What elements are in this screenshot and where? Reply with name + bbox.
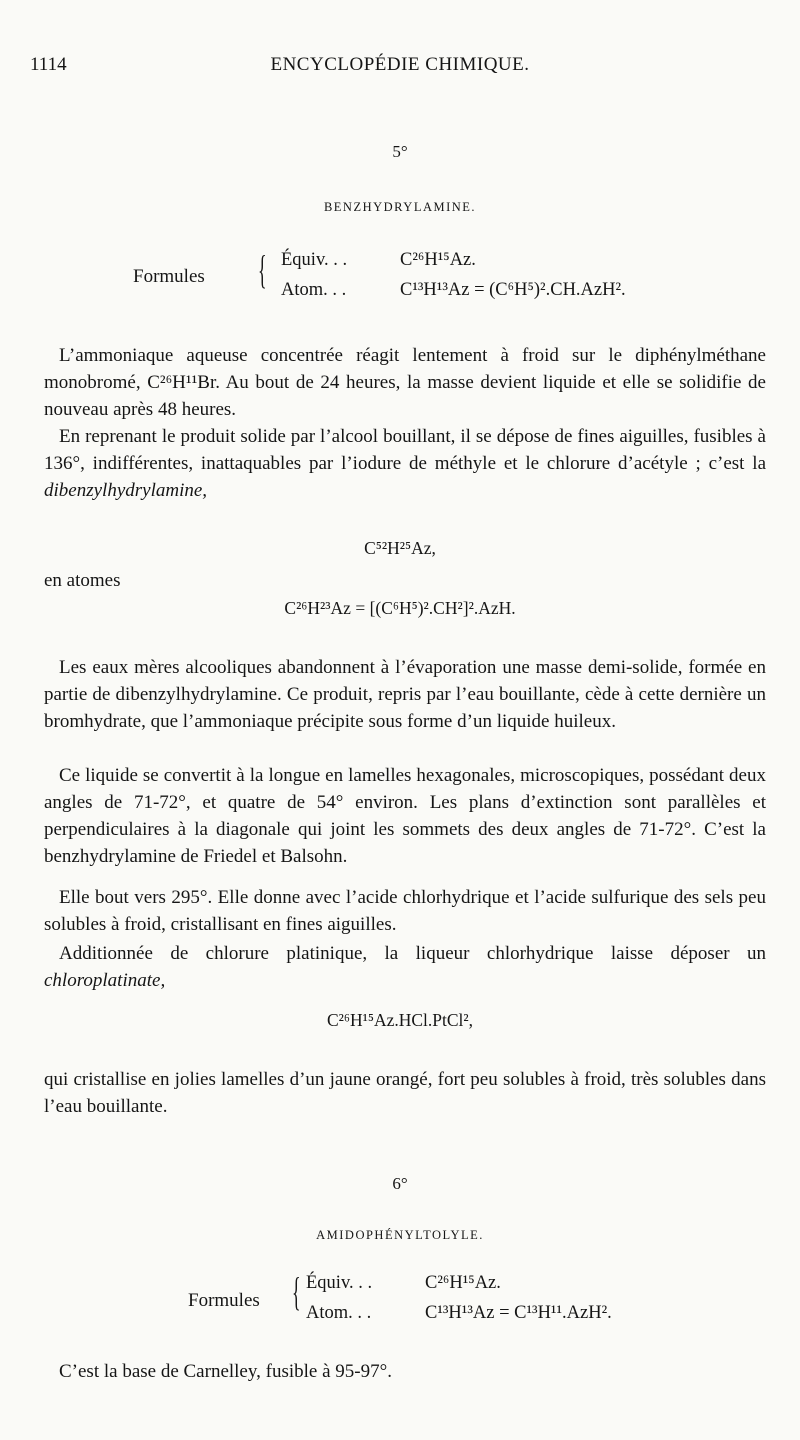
paragraph-7: qui cristallise en jolies lamelles d’un jaune orangé, fort peu solubles à froid, très solubles dans l’eau bouillante. xyxy=(44,1069,766,1117)
formulas-label-6: Formules xyxy=(188,1290,260,1311)
in-atoms-label: en atomes xyxy=(44,570,121,591)
paragraph-3: Les eaux mères alcooliques abandonnent à l’évaporation une masse demi-solide, formée en partie de dibenzylhydrylamine. Ce produit, repris par l’eau bouillante, cède à cette dernière un bromhydrate, que l’ammoniaque précipite sous forme d’un liquide huileux. xyxy=(44,657,766,732)
equiv-formula-5: C²⁶H¹⁵Az. xyxy=(400,250,476,270)
formulas-label-5: Formules xyxy=(133,266,205,287)
equiv-formula-6: C²⁶H¹⁵Az. xyxy=(425,1273,501,1293)
brace-icon: { xyxy=(292,1269,301,1314)
running-title: ENCYCLOPÉDIE CHIMIQUE. xyxy=(270,54,530,75)
section-6-number: 6° xyxy=(392,1174,408,1193)
equiv-label-5: Équiv. . . xyxy=(281,250,348,270)
equiv-label-6: Équiv. . . xyxy=(306,1273,373,1293)
page-number: 1114 xyxy=(30,54,67,75)
paragraph-2-text: En reprenant le produit solide par l’alcool bouillant, il se dépose de fines aiguilles, fusibles à 136°, indifférentes, inattaquables par l’iodure de méthyle et le chlorure d’acétyle ; c’est la xyxy=(44,426,766,474)
atom-formula-6: C¹³H¹³Az = C¹³H¹¹.AzH². xyxy=(425,1303,612,1323)
section-5-number: 5° xyxy=(392,142,408,161)
atom-label-6: Atom. . . xyxy=(306,1303,372,1323)
atom-label-5: Atom. . . xyxy=(281,280,347,300)
paragraph-6-text: Additionnée de chlorure platinique, la liqueur chlorhydrique laisse déposer un xyxy=(59,943,766,964)
section-6-text: C’est la base de Carnelley, fusible à 95-97°. xyxy=(59,1361,392,1382)
section-5-title: BENZHYDRYLAMINE. xyxy=(323,200,477,214)
compound-name-dibenzylhydrylamine: dibenzylhydrylamine, xyxy=(44,480,208,501)
running-header xyxy=(30,54,770,84)
compound-name-chloroplatinate: chloroplatinate, xyxy=(44,970,166,991)
paragraph-6 xyxy=(44,940,766,994)
formula-equiv: C⁵²H²⁵Az, xyxy=(364,538,436,558)
formula-atoms: C²⁶H²³Az = [(C⁶H⁵)².CH²]².AzH. xyxy=(284,598,516,618)
paragraph-1: L’ammoniaque aqueuse concentrée réagit lentement à froid sur le diphénylméthane monobromé, C²⁶H¹¹Br. Au bout de 24 heures, la masse devient liquide et elle se solidifie de nouveau après 48 heures. xyxy=(44,345,766,420)
paragraph-5: Elle bout vers 295°. Elle donne avec l’acide chlorhydrique et l’acide sulfurique des sels peu solubles à froid, cristallisant en fines aiguilles. xyxy=(44,887,766,935)
formula-chloroplatinate: C²⁶H¹⁵Az.HCl.PtCl², xyxy=(326,1010,474,1030)
section-6-title: AMIDOPHÉNYLTOLYLE. xyxy=(316,1228,484,1242)
paragraph-4: Ce liquide se convertit à la longue en lamelles hexagonales, microscopiques, possédant deux angles de 71-72°, et quatre de 54° environ. Les plans d’extinction sont parallèles et perpendiculaires à la diagonale qui joint les sommets des deux angles de 71-72°. C’est la benzhydrylamine de Friedel et Balsohn. xyxy=(44,765,766,867)
atom-formula-5: C¹³H¹³Az = (C⁶H⁵)².CH.AzH². xyxy=(400,280,626,300)
paragraph-2 xyxy=(44,423,766,504)
brace-icon: { xyxy=(258,247,267,292)
